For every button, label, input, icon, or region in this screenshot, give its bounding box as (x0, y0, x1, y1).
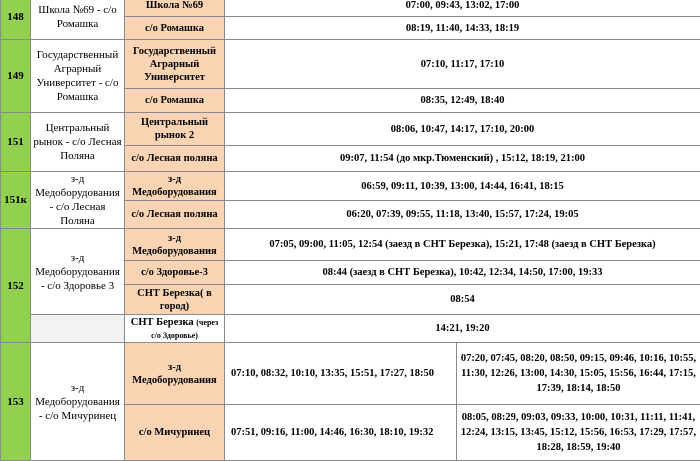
stop-name: з-д Медоборудования (125, 343, 225, 405)
departure-times: 06:20, 07:39, 09:55, 11:18, 13:40, 15:57, 17:24, 19:05 (225, 201, 700, 229)
stop-name: з-д Медоборудования (125, 229, 225, 261)
departure-times: 07:10, 08:32, 10:10, 13:35, 15:51, 17:27, 18:50 (225, 343, 457, 405)
table-row (1, 113, 700, 146)
stop-name: с/о Ромашка (125, 89, 225, 113)
route-number: 149 (1, 40, 31, 113)
route-name: з-д Медоборудования - с/о Мичуринец (31, 343, 125, 461)
departure-times: 06:59, 09:11, 10:39, 13:00, 14:44, 16:41, 18:15 (225, 172, 700, 201)
stop-name: Государственный Аграрный Университет (125, 40, 225, 89)
route-name: з-д Медоборудования - с/о Лесная Поляна (31, 172, 125, 229)
departure-times: 07:05, 09:00, 11:05, 12:54 (заезд в СНТ Березка), 15:21, 17:48 (заезд в СНТ Березка) (225, 229, 700, 261)
table-row (1, 315, 700, 343)
route-name: з-д Медоборудования - с/о Здоровье 3 (31, 229, 125, 315)
route-name: Центральный рынок - с/о Лесная Поляна (31, 113, 125, 172)
empty-route-cell (31, 315, 125, 343)
departure-times-alt: 07:20, 07:45, 08:20, 08:50, 09:15, 09:46, 10:16, 10:55, 11:30, 12:26, 13:00, 14:30, 15:05, 15:56, 16:44, 17:15, 17:39, 18:14, 18:50 (457, 343, 700, 405)
departure-times: 08:54 (225, 285, 700, 315)
route-number: 151к (1, 172, 31, 229)
table-row (1, 229, 700, 261)
stop-label: СНТ Березка (131, 317, 194, 328)
departure-times: 07:10, 11:17, 17:10 (225, 40, 700, 89)
table-row (1, 0, 700, 17)
table-row (1, 172, 700, 201)
stop-name (125, 315, 225, 343)
departure-times: 08:35, 12:49, 18:40 (225, 89, 700, 113)
stop-name: СНТ Березка( в город) (125, 285, 225, 315)
route-name: Государственный Аграрный Университет - с/о Ромашка (31, 40, 125, 113)
departure-times: 08:06, 10:47, 14:17, 17:10, 20:00 (225, 113, 700, 146)
table-row (1, 40, 700, 89)
departure-times: 07:51, 09:16, 11:00, 14:46, 16:30, 18:10, 19:32 (225, 405, 457, 461)
table-row (1, 343, 700, 405)
departure-times: 07:00, 09:43, 13:02, 17:00 (225, 0, 700, 17)
stop-note: (через с/о Здоровье) (151, 318, 218, 340)
departure-times: 08:19, 11:40, 14:33, 18:19 (225, 17, 700, 40)
stop-name: с/о Лесная поляна (125, 201, 225, 229)
route-number: 153 (1, 343, 31, 461)
departure-times: 09:07, 11:54 (до мкр.Тюменский) , 15:12, 18:19, 21:00 (225, 146, 700, 172)
departure-times: 08:44 (заезд в СНТ Березка), 10:42, 12:34, 14:50, 17:00, 19:33 (225, 261, 700, 285)
stop-name: Центральный рынок 2 (125, 113, 225, 146)
route-name: Школа №69 - с/о Ромашка (31, 0, 125, 40)
stop-name: с/о Ромашка (125, 17, 225, 40)
departure-times-alt: 08:05, 08:29, 09:03, 09:33, 10:00, 10:31, 11:11, 11:41, 12:24, 13:15, 13:45, 15:12, 15:56, 16:53, 17:29, 17:57, 18:28, 18:59, 19:40 (457, 405, 700, 461)
stop-name: Школа №69 (125, 0, 225, 17)
route-number: 151 (1, 113, 31, 172)
stop-name: с/о Здоровье-3 (125, 261, 225, 285)
departure-times: 14:21, 19:20 (225, 315, 700, 343)
stop-name: з-д Медоборудования (125, 172, 225, 201)
route-number: 148 (1, 0, 31, 40)
stop-name: с/о Мичуринец (125, 405, 225, 461)
stop-name: с/о Лесная поляна (125, 146, 225, 172)
route-number: 152 (1, 229, 31, 343)
